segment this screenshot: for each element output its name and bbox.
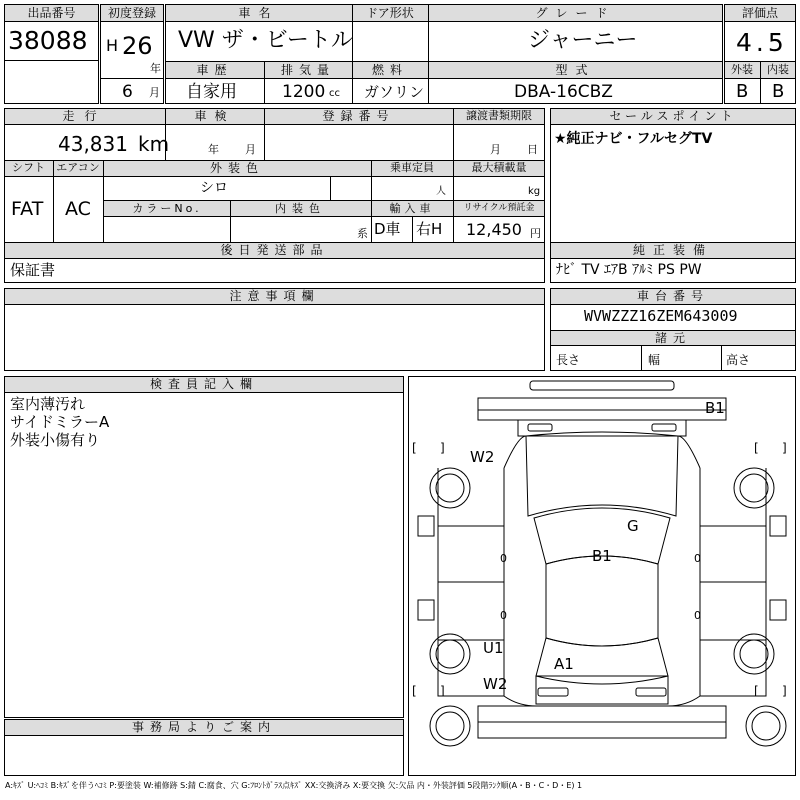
ext-color-value: シロ	[200, 180, 228, 196]
mark-b1-top: B1	[705, 399, 725, 417]
notes-label: 注意事項欄	[229, 289, 320, 303]
legend: A:ｷｽﾞ U:ﾍｺﾐ B:ｷｽﾞを伴うﾍｺﾐ P:要塗装 W:補修跡 S:錆 C:腐食、穴 G:ﾌﾛﾝﾄｶﾞﾗｽ点ｷｽﾞ XX:交換済み X:要交換 欠:欠品 内・外装評価 5段階ﾗﾝｸ順(A・B・C・D・E) 1	[5, 781, 583, 790]
bracket: ]	[440, 441, 445, 455]
bracket: ]	[782, 684, 787, 698]
ac-value: AC	[65, 198, 91, 220]
mark-g: G	[627, 517, 639, 535]
int-color-unit: 系	[357, 227, 368, 240]
bracket: ]	[782, 441, 787, 455]
mark-a1: A1	[554, 655, 574, 673]
model-value: DBA-16CBZ	[514, 82, 613, 102]
office-label: 事務局よりご案内	[131, 720, 276, 734]
capacity-label: 乗車定員	[390, 161, 434, 174]
first-reg-label: 初度登録	[107, 6, 156, 20]
interior-label: 内装	[767, 63, 789, 76]
history-value: 自家用	[186, 82, 237, 102]
transfer-label: 譲渡書類期限	[466, 109, 532, 122]
mileage-unit: km	[138, 132, 170, 156]
capacity-unit: 人	[436, 186, 446, 197]
era-prefix: H	[106, 36, 119, 55]
door-mark: 0	[694, 552, 701, 565]
recycle-unit: 円	[530, 227, 541, 240]
car-body-diagram	[408, 376, 796, 776]
door-mark: 0	[500, 609, 507, 622]
model-label: 型式	[555, 63, 596, 77]
mark-w2-left: W2	[470, 448, 495, 466]
dims-label: 諸元	[654, 331, 691, 345]
inspector-label: 検査員記入欄	[149, 377, 258, 391]
load-unit: kg	[528, 186, 541, 197]
sales-label: セールスポイント	[609, 109, 737, 123]
bracket: [	[754, 441, 759, 455]
reg-year: 26	[122, 32, 153, 60]
transfer-month-unit: 月	[490, 143, 501, 156]
later-parts-value: 保証書	[10, 261, 56, 279]
int-color-label: 内装色	[275, 202, 326, 215]
door-mark: 0	[500, 552, 507, 565]
length-label: 長さ	[556, 353, 581, 367]
load-label: 最大積載量	[471, 161, 527, 174]
mark-u1: U1	[483, 639, 504, 657]
bracket: [	[412, 684, 417, 698]
inspection-year-unit: 年	[208, 143, 219, 156]
grade-label: グレード	[535, 6, 616, 20]
mileage-label: 走行	[62, 109, 107, 123]
interior-grade: B	[772, 81, 785, 102]
score-label: 評価点	[741, 6, 778, 20]
exterior-label: 外装	[731, 63, 753, 76]
fuel-value: ガソリン	[364, 83, 425, 101]
inspector-line-1: 室内薄汚れ	[10, 395, 86, 413]
shift-value: FAT	[11, 198, 44, 220]
height-label: 高さ	[726, 353, 751, 367]
inspection-label: 車検	[194, 109, 235, 123]
displacement-value: 1200	[282, 82, 326, 102]
lot-number: 38088	[8, 26, 88, 55]
inspection-month-unit: 月	[245, 143, 256, 156]
genuine-label: 純正装備	[632, 243, 713, 257]
fuel-label: 燃料	[371, 63, 408, 77]
door-mark: 0	[694, 609, 701, 622]
car-name-label: 車名	[238, 6, 279, 20]
chassis-value: WVWZZZ16ZEM643009	[584, 307, 738, 325]
displacement-label: 排気量	[280, 63, 335, 77]
transfer-day-unit: 日	[527, 143, 538, 156]
sales-value: ★純正ナビ・フルセグTV	[554, 131, 713, 147]
chassis-label: 車台番号	[636, 289, 709, 303]
inspector-line-2: サイドミラーA	[10, 413, 110, 431]
year-unit: 年	[150, 62, 161, 75]
mark-b1-roof: B1	[592, 547, 612, 565]
mark-w2-bottom: W2	[483, 675, 508, 693]
import-value1: D車	[374, 220, 401, 238]
door-label: ドア形状	[366, 6, 414, 20]
bracket: [	[754, 684, 759, 698]
history-label: 車歴	[196, 63, 233, 77]
recycle-value: 12,450	[466, 220, 522, 239]
later-parts-label: 後日発送部品	[220, 243, 329, 257]
displacement-unit: cc	[329, 88, 340, 99]
score-value: 4.5	[736, 28, 788, 57]
shift-label: シフト	[12, 161, 45, 174]
sales-box	[550, 108, 796, 243]
car-name: VW ザ・ビートル	[178, 28, 353, 53]
genuine-value: ﾅﾋﾞ TV ｴｱB ｱﾙﾐ PS PW	[556, 262, 702, 278]
reg-month: 6	[122, 82, 133, 102]
bracket: [	[412, 441, 417, 455]
reg-no-label: 登録番号	[322, 109, 395, 123]
ac-label: エアコン	[56, 161, 100, 174]
month-unit: 月	[149, 86, 160, 99]
grade-value: ジャーニー	[528, 28, 638, 53]
exterior-grade: B	[736, 81, 749, 102]
width-label: 幅	[648, 353, 661, 367]
inspector-line-3: 外装小傷有り	[10, 431, 101, 449]
recycle-label: リサイクル預託金	[463, 203, 535, 213]
import-label: 輸入車	[389, 202, 435, 215]
color-no-label: カラーNo.	[132, 202, 202, 215]
ext-color-label: 外装色	[209, 161, 264, 175]
mileage-value: 43,831	[58, 132, 128, 156]
bracket: ]	[440, 684, 445, 698]
import-value2: 右H	[416, 220, 443, 238]
lot-label: 出品番号	[27, 6, 76, 20]
